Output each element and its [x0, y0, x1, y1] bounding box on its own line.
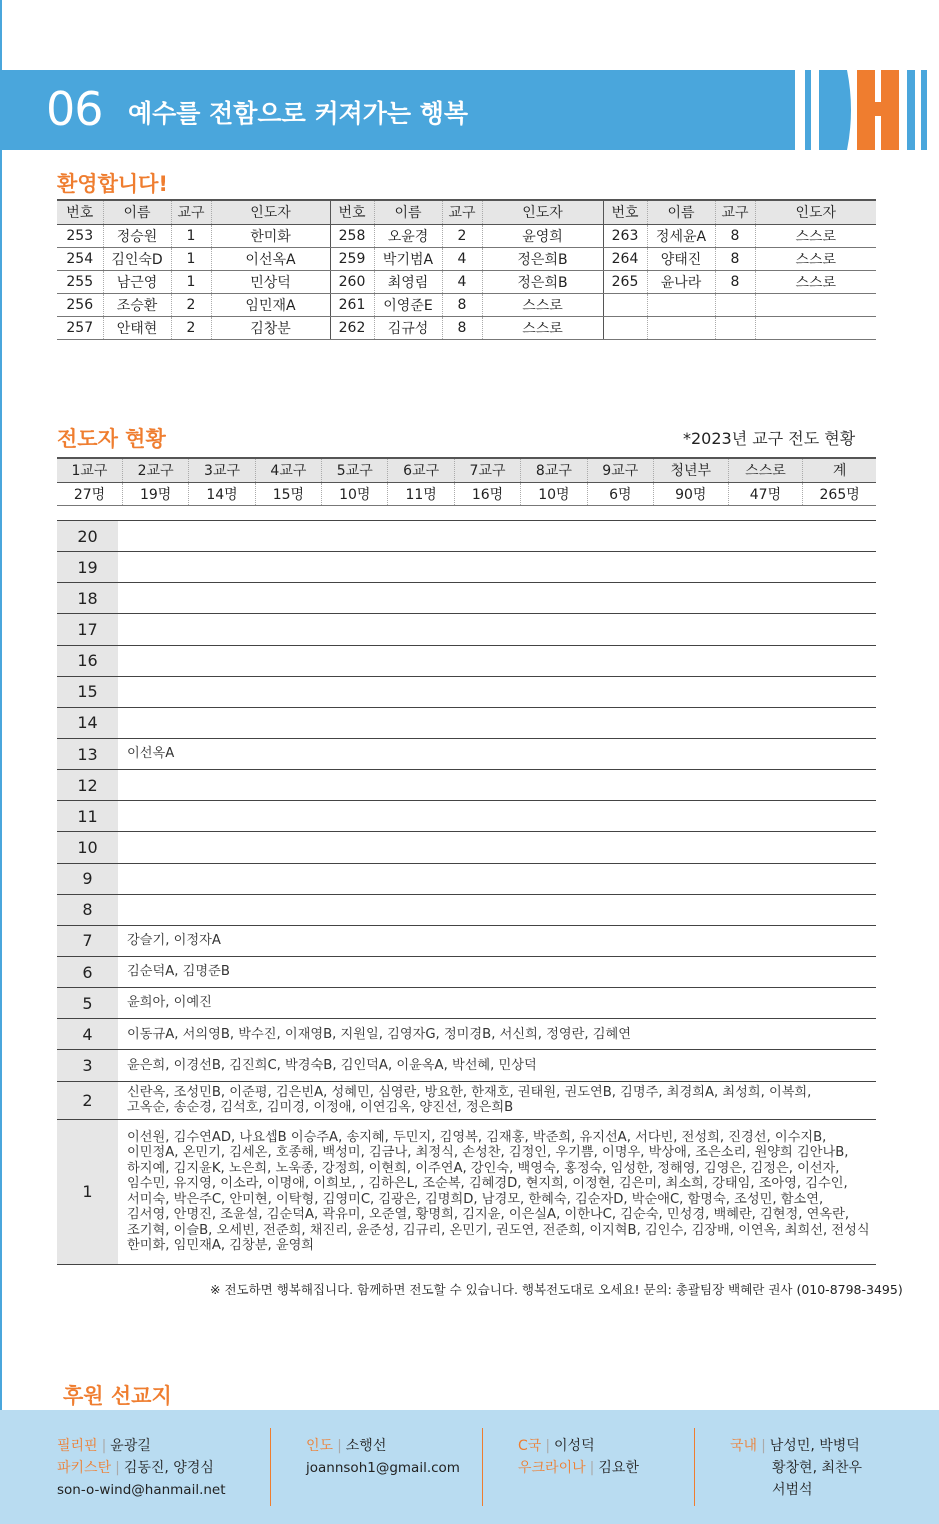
ranking-names: [118, 614, 876, 644]
status-value-cell: 10명: [521, 482, 587, 505]
ranking-row: [57, 832, 876, 863]
missionary-names: 김요한: [598, 1460, 639, 1476]
ranking-names: [118, 583, 876, 613]
status-value-cell: 90명: [653, 482, 728, 505]
welcome-name: 오윤경: [374, 224, 442, 247]
header-cell: 이름: [374, 200, 442, 224]
ranking-row: [57, 552, 876, 583]
column-divider: [482, 1428, 483, 1506]
header-cell: 번호: [57, 200, 103, 224]
ranking-names: 윤희아, 이예진: [127, 995, 212, 1011]
header-cell: 번호: [330, 200, 374, 224]
missionary-names: 황창현, 최찬우: [772, 1460, 863, 1476]
welcome-guide: 스스로: [482, 293, 603, 316]
status-header-cell: 8교구: [521, 458, 587, 482]
status-header-cell: 청년부: [653, 458, 728, 482]
ranking-count: 10: [57, 832, 118, 862]
mission-place: C국: [518, 1438, 542, 1454]
welcome-district: 1: [171, 224, 211, 247]
welcome-name: 김인숙D: [103, 247, 171, 270]
ranking-names: 김순덕A, 김명준B: [127, 964, 230, 980]
ranking-count: 7: [57, 926, 118, 956]
ranking-names: 신란옥, 조성민B, 이준평, 김은빈A, 성혜민, 심영란, 방요한, 한재호, 권태원, 권도연B, 김명주, 최경희A, 최성희, 이복희, 고옥순, 송순경, 김석호, 김미경, 이정애, 이연김옥, 양진선, 정은희B: [127, 1084, 812, 1116]
missionary-names: 남성민, 박병덕: [769, 1438, 860, 1454]
welcome-name: 정세윤A: [647, 224, 715, 247]
separator: |: [589, 1460, 595, 1476]
ranking-count: 6: [57, 957, 118, 987]
ranking-row: [57, 1019, 876, 1050]
ranking-names: [118, 864, 876, 894]
separator: |: [115, 1460, 120, 1476]
ranking-count: 8: [57, 895, 118, 925]
ranking-row: [57, 708, 876, 739]
status-header-cell: 3교구: [189, 458, 255, 482]
header-cell: 인도자: [755, 200, 876, 224]
welcome-guide: 정은희B: [482, 247, 603, 270]
welcome-number: 265: [603, 270, 647, 293]
ranking-names: 윤은희, 이경선B, 김진희C, 박경숙B, 김인덕A, 이윤옥A, 박선혜, 민상덕: [127, 1057, 537, 1073]
welcome-guide: 스스로: [482, 316, 603, 339]
left-border-line: [0, 0, 2, 1524]
ranking-count: 17: [57, 614, 118, 644]
ranking-row: [57, 926, 876, 957]
ranking-row: [57, 521, 876, 552]
status-value-cell: 14명: [189, 482, 255, 505]
welcome-district: 4: [442, 247, 482, 270]
status-value-cell: 15명: [255, 482, 321, 505]
welcome-row: [57, 293, 876, 316]
ranking-count: 9: [57, 864, 118, 894]
status-value-cell: 10명: [322, 482, 388, 505]
mission-place: 국내: [730, 1438, 758, 1454]
welcome-guide: 임민재A: [211, 293, 330, 316]
ranking-count: 13: [57, 739, 118, 769]
status-value-row: [57, 482, 876, 505]
welcome-name: 박기범A: [374, 247, 442, 270]
status-note: *2023년 교구 전도 현황: [683, 429, 856, 448]
separator: |: [761, 1438, 766, 1454]
welcome-guide: 한미화: [211, 224, 330, 247]
footnote: ※ 전도하면 행복해집니다. 함께하면 전도할 수 있습니다. 행복전도대로 오세요! 문의: 총괄팀장 백혜란 권사 (010-8798-3495): [210, 1282, 903, 1297]
welcome-district: [715, 293, 755, 316]
status-header-cell: 7교구: [454, 458, 520, 482]
welcome-name: 조승환: [103, 293, 171, 316]
ranking-names: 강슬기, 이정자A: [127, 933, 221, 949]
status-value-cell: 16명: [454, 482, 520, 505]
status-title: 전도자 현황: [57, 427, 166, 451]
support-column-3: [518, 1435, 639, 1479]
welcome-row: [57, 224, 876, 247]
ranking-row: [57, 801, 876, 832]
evangelist-ranking-list: [57, 520, 876, 1265]
ranking-row: [57, 1082, 876, 1120]
ranking-count: 3: [57, 1050, 118, 1080]
missionary-names: 윤광길: [110, 1438, 151, 1454]
welcome-name: 양태진: [647, 247, 715, 270]
ranking-names: [118, 801, 876, 831]
separator: |: [337, 1438, 342, 1454]
header-cell: 이름: [103, 200, 171, 224]
missionary-names: 서범석: [772, 1482, 813, 1498]
ranking-names: 이선옥A: [127, 746, 175, 762]
ranking-row: [57, 614, 876, 645]
welcome-district: [715, 316, 755, 339]
welcome-district: 2: [442, 224, 482, 247]
welcome-number: 259: [330, 247, 374, 270]
ranking-names: [118, 708, 876, 738]
ranking-row: [57, 646, 876, 677]
welcome-guide: 김창분: [211, 316, 330, 339]
contact-email: joannsoh1@gmail.com: [306, 1460, 460, 1476]
welcome-table: [57, 199, 876, 340]
welcome-number: 257: [57, 316, 103, 339]
ranking-count: 16: [57, 646, 118, 676]
mission-place: 필리핀: [57, 1438, 98, 1454]
welcome-row: [57, 316, 876, 339]
ranking-count: 12: [57, 770, 118, 800]
welcome-guide: 스스로: [755, 270, 876, 293]
status-header-cell: 2교구: [122, 458, 188, 482]
mission-place: 파키스탄: [57, 1460, 112, 1476]
welcome-number: 263: [603, 224, 647, 247]
ranking-count: 18: [57, 583, 118, 613]
ranking-count: 14: [57, 708, 118, 738]
welcome-district: 1: [171, 270, 211, 293]
ranking-count: 19: [57, 552, 118, 582]
ranking-row: [57, 864, 876, 895]
ranking-count: 1: [57, 1120, 118, 1264]
status-header-cell: 6교구: [388, 458, 454, 482]
welcome-number: [603, 293, 647, 316]
welcome-number: [603, 316, 647, 339]
welcome-name: [647, 293, 715, 316]
ranking-names: [118, 895, 876, 925]
welcome-guide: 스스로: [755, 224, 876, 247]
section-number: 06: [46, 82, 103, 136]
column-divider: [270, 1428, 271, 1506]
ranking-names: 이선원, 김수연AD, 나요셉B 이승주A, 송지혜, 두민지, 김영복, 김재홍, 박준희, 유지선A, 서다빈, 전성희, 진경선, 이수지B, 이민정A, 온민기, 김세온, 호종해, 백성미, 김금나, 최정식, 손성찬, 김정인, 우기쁨, 이명우, 박상애, 조은소리, 원양희 김안나B, 하지예, 김지윤K, 노은희, 노욱종, 강정희, 이현희, 이주연A, 강인숙, 백영숙, 홍정숙, 임성한, 정해영, 김영은, 김정은, 이선자, 임수민, 유지영, 이소라, 이명애, 이희보, , 김하은L, 조순복, 김혜경D, 현지희, 이정현, 김은미, 최소희, 강태임, 조아영, 김수인, 서미숙, 박은주C, 안미현, 이탁형, 김영미C, 김광은, 김명희D, 남경모, 한혜숙, 김순자D, 박순애C, 함명숙, 조성민, 함소연, 김서영, 안명진, 조윤설, 김순덕A, 곽유미, 오준열, 황명희, 김지윤, 이은실A, 이한나C, 김순숙, 민성경, 백혜란, 김현정, 연옥란, 조기혁, 이슬B, 오세빈, 전준희, 채진리, 윤준성, 김규리, 온민기, 권도연, 전준희, 이지혁B, 김인수, 김장배, 이연옥, 최희선, 전성식 한미화, 임민재A, 김창분, 윤영희: [127, 1129, 870, 1254]
header-cell: 교구: [171, 200, 211, 224]
welcome-guide: 정은희B: [482, 270, 603, 293]
welcome-row: [57, 247, 876, 270]
ranking-count: 2: [57, 1082, 118, 1119]
header-cell: 교구: [715, 200, 755, 224]
status-header-cell: 1교구: [57, 458, 122, 482]
welcome-district: 4: [442, 270, 482, 293]
welcome-guide: [755, 293, 876, 316]
status-value-cell: 47명: [728, 482, 803, 505]
mission-place: 우크라이나: [518, 1460, 586, 1476]
welcome-name: [647, 316, 715, 339]
welcome-number: 254: [57, 247, 103, 270]
welcome-district: 8: [442, 293, 482, 316]
welcome-number: 261: [330, 293, 374, 316]
separator: |: [101, 1438, 107, 1454]
status-value-cell: 27명: [57, 482, 122, 505]
ranking-count: 11: [57, 801, 118, 831]
welcome-title: 환영합니다!: [57, 172, 169, 196]
status-header-cell: 계: [803, 458, 876, 482]
ranking-names: [118, 646, 876, 676]
support-title: 후원 선교지: [63, 1384, 172, 1408]
welcome-district: 2: [171, 316, 211, 339]
welcome-district: 2: [171, 293, 211, 316]
welcome-number: 262: [330, 316, 374, 339]
welcome-number: 258: [330, 224, 374, 247]
ranking-row: [57, 957, 876, 988]
ranking-count: 5: [57, 988, 118, 1018]
ranking-row: [57, 583, 876, 614]
support-column-1: [57, 1435, 226, 1501]
ranking-names: [118, 677, 876, 707]
status-value-cell: 265명: [803, 482, 876, 505]
church-logo: [795, 70, 939, 150]
header-cell: 교구: [442, 200, 482, 224]
ranking-count: 15: [57, 677, 118, 707]
support-column-2: [306, 1435, 460, 1479]
ranking-names: 이동규A, 서의영B, 박수진, 이재영B, 지원일, 김영자G, 정미경B, 서신희, 정영란, 김혜연: [127, 1026, 632, 1042]
ranking-names: [118, 521, 876, 551]
ranking-row: [57, 770, 876, 801]
mission-place: 인도: [306, 1438, 334, 1454]
separator: |: [545, 1438, 551, 1454]
status-header-row: [57, 458, 876, 482]
welcome-guide: 윤영희: [482, 224, 603, 247]
welcome-district: 8: [715, 270, 755, 293]
welcome-number: 260: [330, 270, 374, 293]
welcome-name: 윤나라: [647, 270, 715, 293]
welcome-name: 이영준E: [374, 293, 442, 316]
ranking-row: [57, 988, 876, 1019]
ranking-row: [57, 895, 876, 926]
ranking-row: [57, 739, 876, 770]
contact-email: son-o-wind@hanmail.net: [57, 1482, 226, 1498]
welcome-district: 1: [171, 247, 211, 270]
ranking-row: [57, 1120, 876, 1265]
status-value-cell: 19명: [122, 482, 188, 505]
welcome-district: 8: [442, 316, 482, 339]
support-column-4: [730, 1435, 862, 1501]
welcome-name: 남근영: [103, 270, 171, 293]
column-divider: [694, 1428, 695, 1506]
missionary-names: 김동진, 양경심: [123, 1460, 214, 1476]
welcome-header-row: [57, 200, 876, 224]
status-header-cell: 5교구: [322, 458, 388, 482]
status-header-cell: 스스로: [728, 458, 803, 482]
missionary-names: 이성덕: [554, 1438, 595, 1454]
welcome-district: 8: [715, 247, 755, 270]
ranking-count: 4: [57, 1019, 118, 1049]
header-cell: 인도자: [211, 200, 330, 224]
status-value-cell: 6명: [587, 482, 653, 505]
welcome-number: 264: [603, 247, 647, 270]
ranking-names: [118, 770, 876, 800]
welcome-row: [57, 270, 876, 293]
status-table: [57, 457, 876, 506]
welcome-number: 253: [57, 224, 103, 247]
page-title: 예수를 전함으로 커져가는 행복: [128, 99, 469, 128]
welcome-district: 8: [715, 224, 755, 247]
header-cell: 이름: [647, 200, 715, 224]
welcome-name: 안태현: [103, 316, 171, 339]
welcome-guide: [755, 316, 876, 339]
header-cell: 인도자: [482, 200, 603, 224]
status-header-cell: 9교구: [587, 458, 653, 482]
welcome-number: 255: [57, 270, 103, 293]
status-header-cell: 4교구: [255, 458, 321, 482]
ranking-names: [118, 832, 876, 862]
welcome-name: 김규성: [374, 316, 442, 339]
welcome-name: 최영림: [374, 270, 442, 293]
welcome-guide: 스스로: [755, 247, 876, 270]
ranking-names: [118, 552, 876, 582]
missionary-names: 소행선: [345, 1438, 387, 1454]
ranking-row: [57, 1050, 876, 1081]
welcome-number: 256: [57, 293, 103, 316]
welcome-name: 정승원: [103, 224, 171, 247]
ranking-count: 20: [57, 521, 118, 551]
welcome-guide: 이선옥A: [211, 247, 330, 270]
header-cell: 번호: [603, 200, 647, 224]
welcome-guide: 민상덕: [211, 270, 330, 293]
status-value-cell: 11명: [388, 482, 454, 505]
ranking-row: [57, 677, 876, 708]
